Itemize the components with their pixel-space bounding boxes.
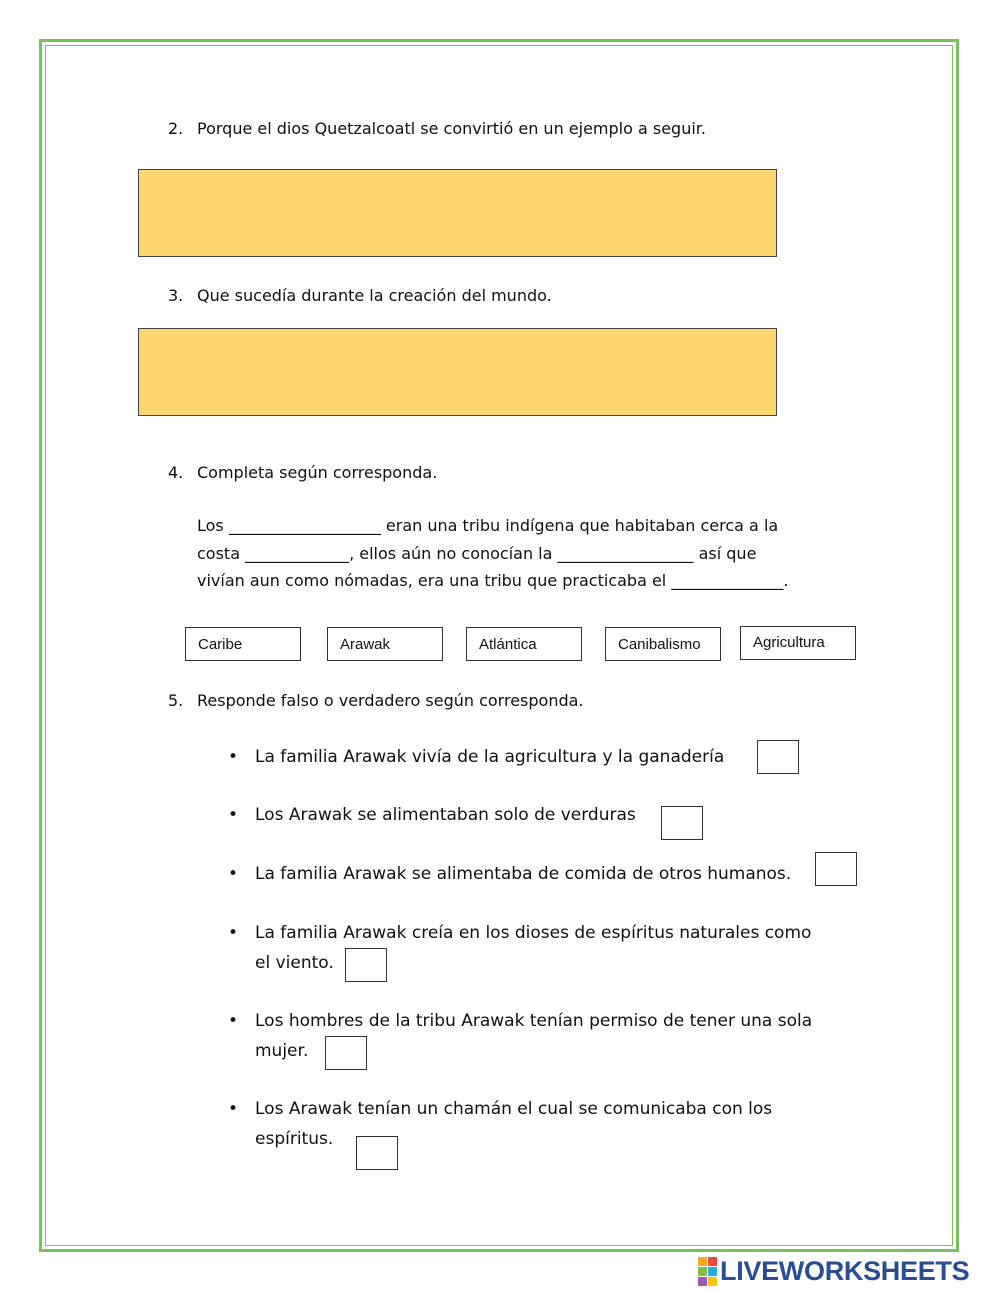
option-arawak[interactable]: Arawak bbox=[327, 627, 443, 661]
option-canibalismo[interactable]: Canibalismo bbox=[605, 627, 721, 661]
tf-item-2-text: Los Arawak se alimentaban solo de verduras bbox=[255, 805, 636, 825]
question-3 bbox=[168, 286, 552, 305]
tf-item-5-line-1: Los hombres de la tribu Arawak tenían permiso de tener una sola bbox=[255, 1011, 813, 1031]
tf-item-4-line-1: La familia Arawak creía en los dioses de espíritus naturales como bbox=[255, 923, 812, 943]
question-3-number: 3. bbox=[168, 286, 184, 305]
question-5 bbox=[168, 691, 584, 710]
fill-in-line-1: Los ___________________ eran una tribu indígena que habitaban cerca a la bbox=[197, 516, 779, 535]
bullet-icon: • bbox=[228, 923, 239, 943]
liveworksheets-logo[interactable] bbox=[698, 1257, 969, 1285]
liveworksheets-cubes-icon bbox=[698, 1257, 717, 1286]
tf-item-1-text: La familia Arawak vivía de la agricultura y la ganadería bbox=[255, 747, 725, 767]
question-5-text: Responde falso o verdadero según corresponda. bbox=[197, 691, 584, 710]
question-4-number: 4. bbox=[168, 463, 184, 482]
tf-item-6-text bbox=[255, 1094, 772, 1154]
question-4-text: Completa según corresponda. bbox=[197, 463, 438, 482]
tf-answer-box-3[interactable] bbox=[815, 852, 857, 886]
question-2-text: Porque el dios Quetzalcoatl se convirtió en un ejemplo a seguir. bbox=[197, 119, 706, 138]
fill-in-paragraph bbox=[197, 512, 877, 595]
tf-item-4-text bbox=[255, 918, 811, 978]
tf-answer-box-6[interactable] bbox=[356, 1136, 398, 1170]
bullet-icon: • bbox=[228, 747, 239, 767]
answer-box-q3[interactable] bbox=[138, 328, 777, 416]
option-caribe[interactable]: Caribe bbox=[185, 627, 301, 661]
bullet-icon: • bbox=[228, 864, 239, 884]
question-2-number: 2. bbox=[168, 119, 184, 138]
tf-answer-box-4[interactable] bbox=[345, 948, 387, 982]
bullet-icon: • bbox=[228, 805, 239, 825]
logo-text: LIVEWORKSHEETS bbox=[720, 1255, 970, 1286]
question-5-number: 5. bbox=[168, 691, 184, 710]
tf-item-3-text: La familia Arawak se alimentaba de comida de otros humanos. bbox=[255, 864, 792, 884]
question-2 bbox=[168, 119, 706, 138]
bullet-icon: • bbox=[228, 1011, 239, 1031]
tf-answer-box-1[interactable] bbox=[757, 740, 799, 774]
question-4 bbox=[168, 463, 437, 482]
fill-in-line-2: costa _____________, ellos aún no conocían la _________________ así que bbox=[197, 543, 757, 563]
fill-in-line-3: vivían aun como nómadas, era una tribu que practicaba el ______________. bbox=[197, 571, 789, 590]
bullet-icon: • bbox=[228, 1099, 239, 1119]
tf-answer-box-2[interactable] bbox=[661, 806, 703, 840]
tf-item-6-line-2: espíritus. bbox=[255, 1129, 334, 1149]
option-atlantica[interactable]: Atlántica bbox=[466, 627, 582, 661]
question-3-text: Que sucedía durante la creación del mundo. bbox=[197, 286, 552, 305]
option-agricultura[interactable]: Agricultura bbox=[740, 626, 856, 660]
tf-item-5-line-2: mujer. bbox=[255, 1041, 309, 1061]
tf-item-4-line-2: el viento. bbox=[255, 953, 334, 973]
tf-answer-box-5[interactable] bbox=[325, 1036, 367, 1070]
answer-box-q2[interactable] bbox=[138, 169, 777, 257]
tf-item-6-line-1: Los Arawak tenían un chamán el cual se comunicaba con los bbox=[255, 1099, 773, 1119]
